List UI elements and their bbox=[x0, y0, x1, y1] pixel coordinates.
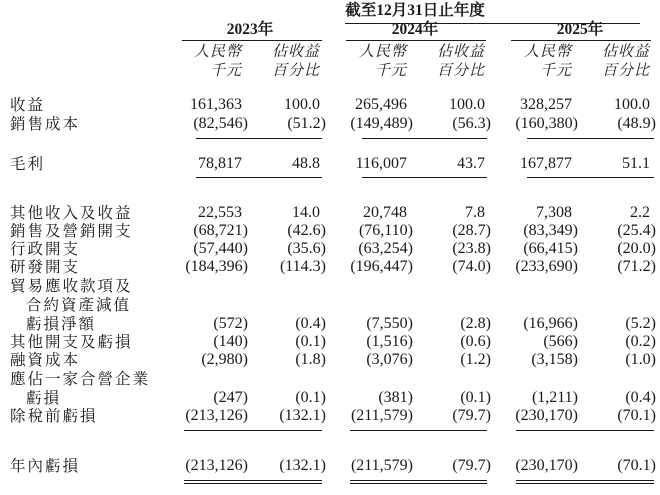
value-cell: (196,447) bbox=[350, 258, 413, 275]
year-2024-heading: 2024年 bbox=[391, 21, 439, 38]
value-cell: (211,579) bbox=[350, 407, 413, 424]
value-cell: (7,550) bbox=[366, 315, 413, 332]
value-cell: (83,349) bbox=[523, 222, 578, 239]
value-cell: (0.4) bbox=[295, 315, 326, 332]
row-label-jv-loss-line1: 應佔一家合營企業 bbox=[10, 370, 151, 388]
unit-header-2023-line1: 人民幣 bbox=[193, 42, 242, 60]
total-double-rule bbox=[258, 483, 322, 484]
total-double-rule bbox=[425, 480, 487, 481]
value-cell: 7,308 bbox=[536, 204, 572, 221]
value-cell: (25.4) bbox=[617, 222, 656, 239]
value-cell: (79.7) bbox=[452, 407, 491, 424]
row-label-other-income: 其他收入及收益 bbox=[10, 204, 133, 222]
value-cell: (3,076) bbox=[366, 351, 413, 368]
value-cell: (1.8) bbox=[295, 351, 326, 368]
value-cell: (42.6) bbox=[287, 222, 326, 239]
subtotal-rule bbox=[592, 138, 654, 139]
value-cell: (68,721) bbox=[193, 222, 248, 239]
value-cell: (1.0) bbox=[625, 351, 656, 368]
total-double-rule bbox=[592, 480, 654, 481]
value-cell: 7.8 bbox=[465, 204, 485, 221]
value-cell: (0.1) bbox=[460, 389, 491, 406]
value-cell: (57,440) bbox=[193, 240, 248, 257]
value-cell: (56.3) bbox=[452, 115, 491, 132]
value-cell: (74.0) bbox=[452, 258, 491, 275]
value-cell: (63,254) bbox=[358, 240, 413, 257]
value-cell: (0.6) bbox=[460, 333, 491, 350]
value-cell: (0.2) bbox=[625, 333, 656, 350]
unit-header-2024-line1: 人民幣 bbox=[358, 42, 407, 60]
row-label-gross-profit: 毛利 bbox=[10, 155, 46, 173]
value-cell: (247) bbox=[213, 389, 248, 406]
value-cell: (51.2) bbox=[287, 115, 326, 132]
unit-header-2024-line2: 千元 bbox=[374, 61, 407, 79]
value-cell: 328,257 bbox=[520, 96, 572, 113]
value-cell: 51.1 bbox=[622, 155, 650, 172]
row-label-impairment-line2: 合約資產減值 bbox=[26, 296, 132, 314]
value-cell: 20,748 bbox=[363, 204, 407, 221]
subtotal-rule bbox=[258, 430, 322, 431]
value-cell: (230,170) bbox=[515, 457, 578, 474]
value-cell: (132.1) bbox=[279, 407, 326, 424]
value-cell: 43.7 bbox=[457, 155, 485, 172]
pct-header-2023-line2: 百分比 bbox=[271, 61, 320, 79]
subtotal-rule bbox=[425, 177, 487, 178]
value-cell: (70.1) bbox=[617, 407, 656, 424]
value-cell: (233,690) bbox=[515, 258, 578, 275]
year-2023-heading: 2023年 bbox=[226, 21, 274, 38]
row-label-jv-loss-line2: 虧損 bbox=[26, 389, 62, 407]
row-label-other-expenses: 其他開支及虧損 bbox=[10, 333, 133, 351]
value-cell: 100.0 bbox=[614, 96, 650, 113]
pct-header-2023-line1: 佔收益 bbox=[271, 42, 320, 60]
pct-header-2025-line2: 百分比 bbox=[601, 61, 650, 79]
value-cell: (2,980) bbox=[201, 351, 248, 368]
value-cell: 48.8 bbox=[292, 155, 320, 172]
value-cell: (28.7) bbox=[452, 222, 491, 239]
value-cell: 14.0 bbox=[292, 204, 320, 221]
value-cell: (572) bbox=[213, 315, 248, 332]
row-label-admin-expenses: 行政開支 bbox=[10, 240, 81, 258]
value-cell: (48.9) bbox=[617, 115, 656, 132]
pct-header-2025-line1: 佔收益 bbox=[601, 42, 650, 60]
value-cell: 167,877 bbox=[520, 155, 572, 172]
value-cell: (82,546) bbox=[193, 115, 248, 132]
period-heading: 截至12月31日止年度 bbox=[345, 2, 485, 19]
row-label-loss-for-year: 年內虧損 bbox=[10, 457, 81, 475]
year-2025-heading: 2025年 bbox=[556, 21, 604, 38]
value-cell: (20.0) bbox=[617, 240, 656, 257]
value-cell: (0.1) bbox=[295, 389, 326, 406]
value-cell: 100.0 bbox=[284, 96, 320, 113]
row-label-finance-costs: 融資成本 bbox=[10, 351, 81, 369]
value-cell: (76,110) bbox=[358, 222, 413, 239]
value-cell: 78,817 bbox=[198, 155, 242, 172]
value-cell: (184,396) bbox=[185, 258, 248, 275]
total-double-rule bbox=[425, 483, 487, 484]
total-double-rule bbox=[258, 480, 322, 481]
value-cell: (149,489) bbox=[350, 115, 413, 132]
subtotal-rule bbox=[425, 138, 487, 139]
subtotal-rule bbox=[592, 430, 654, 431]
value-cell: (381) bbox=[378, 389, 413, 406]
value-cell: (0.1) bbox=[295, 333, 326, 350]
year-2025-underline bbox=[511, 40, 651, 41]
unit-header-2025-line2: 千元 bbox=[539, 61, 572, 79]
subtotal-rule bbox=[592, 177, 654, 178]
value-cell: (2.8) bbox=[460, 315, 491, 332]
value-cell: (1,211) bbox=[531, 389, 578, 406]
value-cell: (132.1) bbox=[279, 457, 326, 474]
subtotal-rule bbox=[258, 177, 322, 178]
year-2023-underline bbox=[182, 40, 322, 41]
value-cell: (213,126) bbox=[185, 457, 248, 474]
value-cell: (1.2) bbox=[460, 351, 491, 368]
row-label-loss-before-tax: 除稅前虧損 bbox=[10, 407, 98, 425]
value-cell: (3,158) bbox=[531, 351, 578, 368]
row-label-impairment-line1: 貿易應收款項及 bbox=[10, 277, 133, 295]
row-label-revenue: 收益 bbox=[10, 96, 46, 114]
value-cell: (5.2) bbox=[625, 315, 656, 332]
row-label-cost-of-sales: 銷售成本 bbox=[10, 115, 81, 133]
value-cell: (1,516) bbox=[366, 333, 413, 350]
value-cell: 22,553 bbox=[198, 204, 242, 221]
value-cell: 265,496 bbox=[355, 96, 407, 113]
row-label-impairment-line3: 虧損淨額 bbox=[26, 315, 97, 333]
value-cell: (114.3) bbox=[279, 258, 326, 275]
subtotal-rule bbox=[425, 430, 487, 431]
value-cell: (66,415) bbox=[523, 240, 578, 257]
row-label-rnd-expenses: 研發開支 bbox=[10, 258, 81, 276]
value-cell: (70.1) bbox=[617, 457, 656, 474]
value-cell: (213,126) bbox=[185, 407, 248, 424]
value-cell: (71.2) bbox=[617, 258, 656, 275]
value-cell: (35.6) bbox=[287, 240, 326, 257]
year-2024-underline bbox=[346, 40, 486, 41]
value-cell: 161,363 bbox=[190, 96, 242, 113]
total-double-rule bbox=[592, 483, 654, 484]
unit-header-2025-line1: 人民幣 bbox=[523, 42, 572, 60]
value-cell: (16,966) bbox=[523, 315, 578, 332]
value-cell: (140) bbox=[213, 333, 248, 350]
value-cell: (160,380) bbox=[515, 115, 578, 132]
value-cell: (230,170) bbox=[515, 407, 578, 424]
value-cell: 116,007 bbox=[355, 155, 407, 172]
pct-header-2024-line2: 百分比 bbox=[436, 61, 485, 79]
pct-header-2024-line1: 佔收益 bbox=[436, 42, 485, 60]
subtotal-rule bbox=[258, 138, 322, 139]
value-cell: 100.0 bbox=[449, 96, 485, 113]
value-cell: 2.2 bbox=[630, 204, 650, 221]
row-label-selling-expenses: 銷售及營銷開支 bbox=[10, 222, 133, 240]
value-cell: (79.7) bbox=[452, 457, 491, 474]
value-cell: (23.8) bbox=[452, 240, 491, 257]
value-cell: (566) bbox=[543, 333, 578, 350]
value-cell: (0.4) bbox=[625, 389, 656, 406]
unit-header-2023-line2: 千元 bbox=[209, 61, 242, 79]
value-cell: (211,579) bbox=[350, 457, 413, 474]
